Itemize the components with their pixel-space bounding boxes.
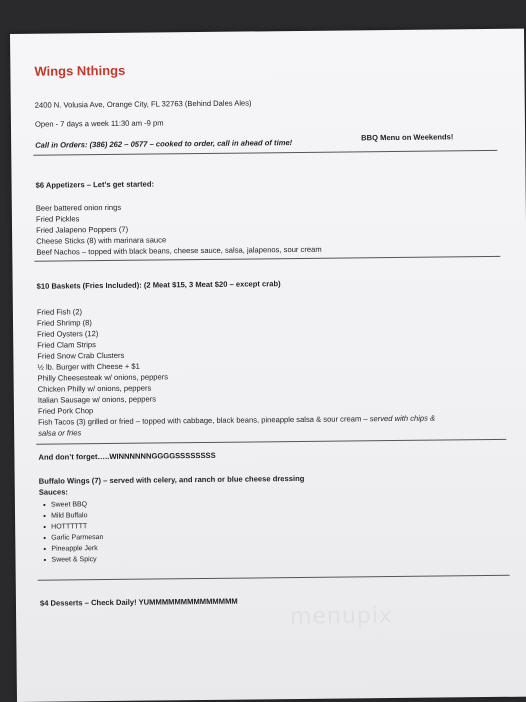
address-line: 2400 N. Volusia Ave, Orange City, FL 32763 (Behind Dales Ales): [34, 98, 252, 110]
restaurant-title: Wings Nthings: [34, 62, 126, 79]
fish-tacos-served: served with chips &: [369, 413, 436, 424]
buffalo-wings-line: Buffalo Wings (7) – served with celery, and ranch or blue cheese dressing: [38, 473, 305, 486]
basket-item: Fried Clam Strips: [37, 340, 96, 350]
menupix-watermark: menupix: [289, 603, 394, 630]
basket-item: Fried Fish (2): [36, 307, 83, 317]
basket-item: Fried Snow Crab Clusters: [37, 350, 125, 361]
fish-tacos-text: Fish Tacos (3) grilled or fried – topped with cabbage, black beans, pineapple salsa & sour cream –: [38, 414, 370, 427]
sauce-item: • Pineapple Jerk: [51, 545, 97, 552]
divider-2: [34, 256, 500, 262]
wings-tagline: And don’t forget…..WINNNNNNGGGGSSSSSSSS: [38, 450, 216, 462]
fish-tacos-line2: salsa or fries: [38, 428, 82, 438]
sauce-item: • Sweet BBQ: [51, 501, 87, 508]
basket-item: Fried Oysters (12): [37, 329, 99, 339]
call-in-line: Call in Orders: (386) 262 – 0577 – cooked to order, call in ahead of time!: [35, 138, 293, 150]
basket-item: Italian Sausage w/ onions, peppers: [37, 394, 157, 405]
sauce-item: • Garlic Parmesan: [51, 534, 103, 542]
sauce-item: • Mild Buffalo: [51, 512, 88, 519]
appetizer-item: Cheese Sticks (8) with marinara sauce: [36, 235, 167, 246]
appetizer-item: Fried Jalapeno Poppers (7): [36, 224, 129, 235]
basket-item: Chicken Philly w/ onions, peppers: [37, 383, 152, 394]
appetizers-heading: $6 Appetizers – Let’s get started:: [35, 179, 155, 190]
basket-item: Philly Cheesesteak w/ onions, peppers: [37, 372, 169, 383]
divider-3: [36, 439, 506, 445]
divider-4: [38, 575, 510, 581]
desserts-heading: $4 Desserts – Check Daily! YUMMMMMMMMMMMMMM: [39, 596, 238, 608]
menu-paper: [10, 29, 526, 702]
appetizer-item: Beef Nachos – topped with black beans, cheese sauce, salsa, jalapenos, sour cream: [36, 244, 322, 257]
baskets-heading: $10 Baskets (Fries Included): (2 Meat $15, 3 Meat $20 – except crab): [36, 279, 281, 291]
appetizer-item: Beer battered onion rings: [35, 202, 122, 213]
hours-line: Open - 7 days a week 11:30 am -9 pm: [34, 118, 164, 129]
sauce-item: • HOTTTTTT: [51, 523, 87, 530]
sauce-item: • Sweet & Spicy: [51, 556, 96, 563]
basket-item: ½ lb. Burger with Cheese + $1: [37, 361, 140, 372]
divider-1: [33, 150, 497, 156]
bbq-note: BBQ Menu on Weekends!: [361, 132, 454, 143]
basket-item: Fried Shrimp (8): [36, 318, 92, 328]
fish-tacos-item: [38, 414, 435, 427]
appetizer-item: Fried Pickles: [35, 214, 80, 224]
sauces-label: Sauces:: [38, 487, 68, 497]
basket-item: Fried Pork Chop: [37, 406, 94, 416]
